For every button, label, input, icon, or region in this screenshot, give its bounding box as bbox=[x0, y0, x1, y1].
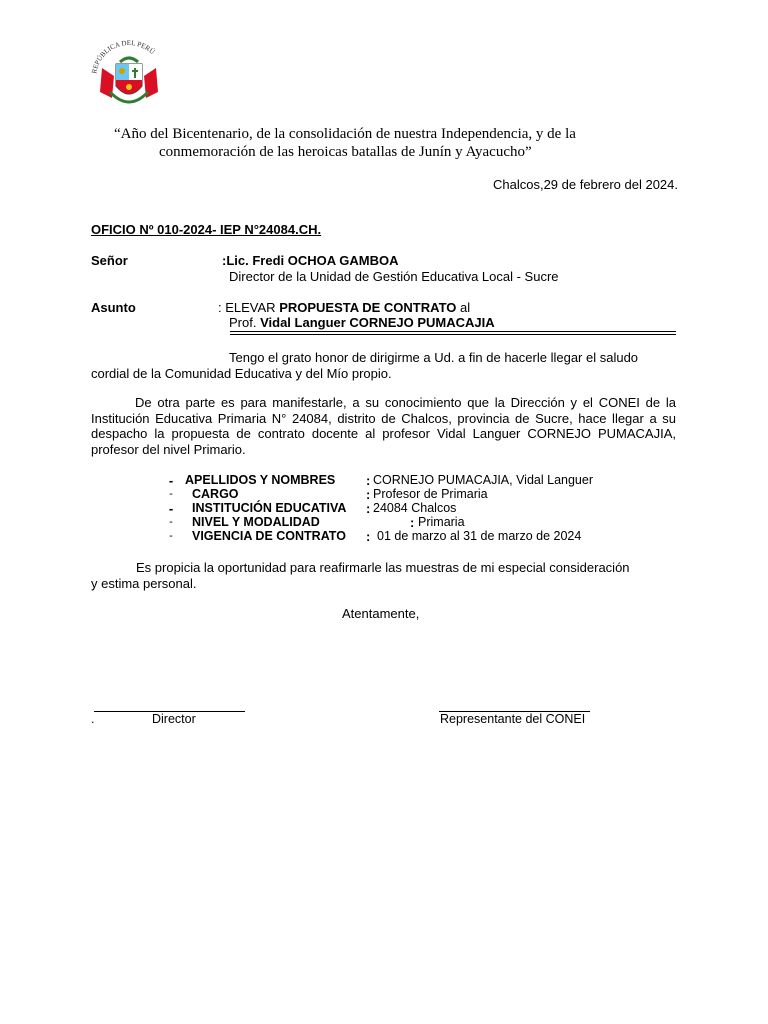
detail-dash: - bbox=[168, 473, 174, 488]
subject-professor bbox=[229, 315, 495, 330]
detail-label-nivel: NIVEL Y MODALIDAD bbox=[192, 515, 320, 529]
letter-date: Chalcos,29 de febrero del 2024. bbox=[492, 177, 678, 192]
subject-suffix: al bbox=[456, 300, 471, 315]
detail-label-institucion: INSTITUCIÓN EDUCATIVA bbox=[192, 501, 347, 515]
motto-line-1: “Año del Bicentenario, de la consolidación de nuestra Independencia, y de la bbox=[114, 126, 576, 142]
detail-colon: : bbox=[366, 473, 371, 488]
detail-label-vigencia: VIGENCIA DE CONTRATO bbox=[192, 529, 346, 543]
subject-underline bbox=[230, 331, 676, 332]
office-number: OFICIO Nº 010-2024- IEP N°24084.CH. bbox=[91, 222, 322, 237]
paragraph-1-line-1: Tengo el grato honor de dirigirme a Ud. a fin de hacerle llegar el saludo bbox=[229, 350, 639, 365]
detail-label-cargo: CARGO bbox=[192, 487, 239, 501]
prof-name: Vidal Languer CORNEJO PUMACAJIA bbox=[260, 315, 495, 330]
detail-value-apellidos: CORNEJO PUMACAJIA, Vidal Languer bbox=[373, 473, 593, 487]
detail-colon: : bbox=[410, 515, 415, 530]
director-label: Director bbox=[152, 712, 196, 726]
detail-colon: : bbox=[366, 501, 371, 516]
recipient-label: Señor bbox=[91, 253, 128, 268]
conei-label: Representante del CONEI bbox=[440, 712, 586, 726]
detail-value-vigencia: 01 de marzo al 31 de marzo de 2024 bbox=[377, 529, 582, 543]
detail-label-apellidos: APELLIDOS Y NOMBRES bbox=[185, 473, 336, 487]
prof-prefix: Prof. bbox=[229, 315, 261, 330]
closing-line-2: y estima personal. bbox=[91, 576, 197, 591]
farewell: Atentamente, bbox=[342, 606, 420, 621]
detail-colon: : bbox=[366, 487, 371, 502]
closing-line-1: Es propicia la oportunidad para reafirmarle las muestras de mi especial consideración bbox=[136, 560, 630, 575]
detail-value-institucion: 24084 Chalcos bbox=[373, 501, 457, 515]
subject-underline-2 bbox=[230, 334, 676, 335]
subject-label: Asunto bbox=[91, 300, 136, 315]
paragraph-2: De otra parte es para manifestarle, a su conocimiento que la Dirección y el CONEI de la Institución Educativa Primaria N° 24084, distrito de Chalcos, provincia de Sucre, hace llegar a su despacho la propuesta de contrato docente al profesor Vidal Languer CORNEJO PUMACAJIA, profesor del nivel Primario. bbox=[91, 395, 676, 457]
subject-prefix: : ELEVAR bbox=[218, 300, 280, 315]
detail-dash: - bbox=[169, 530, 173, 542]
detail-dash: - bbox=[169, 516, 173, 528]
paragraph-1-line-2: cordial de la Comunidad Educativa y del Mío propio. bbox=[91, 366, 392, 381]
subject-bold: PROPUESTA DE CONTRATO bbox=[279, 300, 457, 315]
detail-dash: - bbox=[168, 501, 174, 516]
detail-dash: - bbox=[169, 488, 173, 500]
recipient-name: :Lic. Fredi OCHOA GAMBOA bbox=[222, 253, 399, 268]
svg-text:REPÚBLICA DEL PERÚ: REPÚBLICA DEL PERÚ bbox=[90, 40, 157, 75]
detail-value-nivel: Primaria bbox=[418, 515, 465, 529]
subject-text bbox=[218, 300, 470, 315]
peru-coat-of-arms-icon bbox=[88, 40, 170, 112]
detail-colon: : bbox=[366, 529, 371, 544]
detail-value-cargo: Profesor de Primaria bbox=[373, 487, 488, 501]
director-dot: . bbox=[91, 712, 95, 726]
motto-line-2: conmemoración de las heroicas batallas de Junín y Ayacucho” bbox=[159, 144, 532, 160]
recipient-position: Director de la Unidad de Gestión Educativa Local - Sucre bbox=[229, 269, 559, 284]
